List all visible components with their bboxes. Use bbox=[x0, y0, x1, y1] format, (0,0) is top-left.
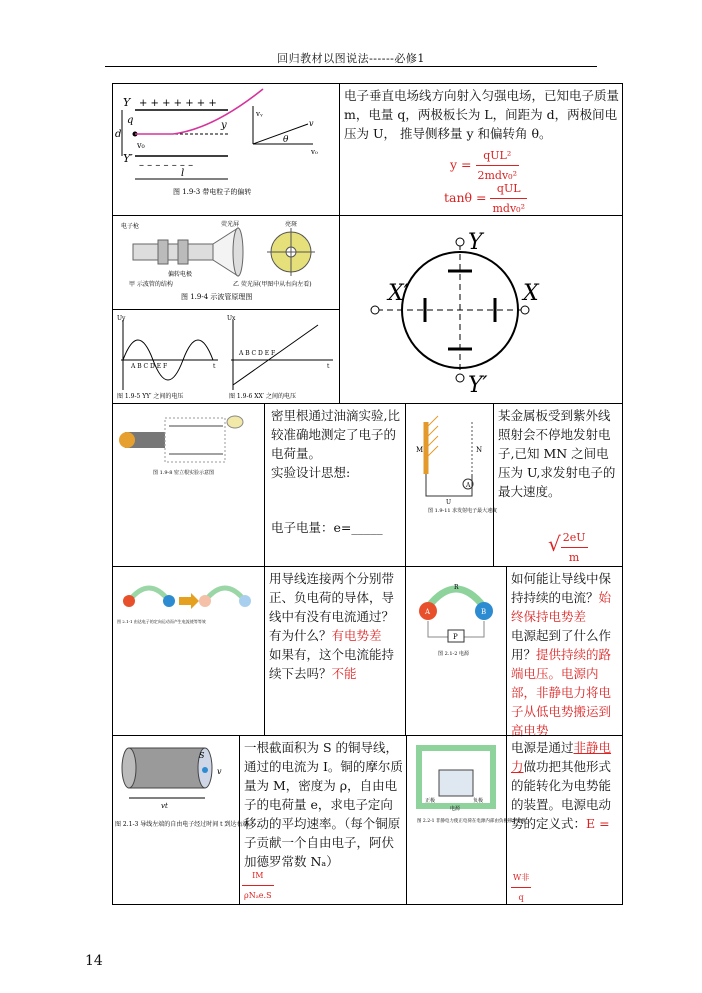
header-rule bbox=[105, 66, 597, 67]
emf-text-part2: 做功把其他形式的能转化为电势能的装置。电源电动势的定义式： bbox=[511, 759, 612, 831]
axis-label-Y: Y bbox=[468, 230, 483, 255]
label-neg: 负极 bbox=[473, 798, 484, 804]
caption-1-9-6: 图 1.9-6 XX′ 之间的电压 bbox=[229, 393, 297, 400]
row6-emf-text-cell bbox=[506, 735, 623, 905]
label-N: N bbox=[476, 446, 483, 454]
emf-eq: E = bbox=[586, 816, 610, 831]
sub-caption-a: 甲 示波管的结构 bbox=[129, 281, 173, 288]
label-vt: vt bbox=[161, 802, 168, 810]
row5-left-ans1: 有电势差 bbox=[331, 628, 382, 643]
label-v0b: v₀ bbox=[311, 148, 318, 156]
formula-y-den: 2mdv₀² bbox=[477, 169, 518, 182]
answer-sqrt-num: 2eU bbox=[561, 528, 588, 548]
row1-question: 电子垂直电场线方向射入匀强电场，已知电子质量 m，电量 q，两极板长为 L，间距为 d，两极间电压为 U， 推导侧移量 y 和偏转角 θ。 bbox=[344, 88, 620, 141]
label-S: S bbox=[199, 751, 205, 760]
deflection-figure bbox=[113, 84, 339, 215]
label-theta: θ bbox=[283, 135, 289, 145]
electron-charge: 电子电量：e=_____ bbox=[271, 520, 383, 535]
right-points: A B C D E F bbox=[239, 350, 276, 357]
label-A2: A bbox=[425, 608, 431, 616]
formula-y-num: qUL² bbox=[476, 146, 520, 166]
fig-caption-2-1-1: 图 2.1-1 由达电子的定向运动而产生电流使等等效 bbox=[117, 619, 206, 624]
label-plates: 偏转电极 bbox=[168, 271, 193, 278]
label-q: q bbox=[127, 115, 134, 126]
axis-label-Xprime: X′ bbox=[388, 281, 409, 306]
wire-answer-num: IM bbox=[242, 866, 274, 886]
emission-plates-figure bbox=[406, 404, 498, 566]
label-A: A bbox=[466, 482, 471, 489]
row5-text-right-cell bbox=[506, 566, 623, 736]
millikan-design: 实验设计思想: bbox=[271, 465, 351, 480]
emf-frac-den: q bbox=[518, 893, 524, 902]
wire-question: 一根截面积为 S 的铜导线，通过的电流为 I。铜的摩尔质量为 M，密度为 ρ，自由电子的电荷量 e，求电子定向移动的平均速率。（每个铜原子贡献一个自由电子，阿伏加德罗常数 Nₐ） bbox=[244, 740, 403, 869]
row5-right-q2: 电源起到了什么作用？ bbox=[511, 628, 612, 662]
row5-fig1-cell bbox=[112, 566, 265, 736]
row4-millikan-text-cell bbox=[264, 403, 406, 567]
formula-tan-lhs: tanθ = bbox=[444, 190, 487, 205]
current-flow-figure bbox=[113, 567, 264, 735]
row5-text-left-cell bbox=[264, 566, 406, 736]
formula-tan-num: qUL bbox=[490, 179, 527, 199]
page-header: 回归教材以图说法------必修1 bbox=[277, 52, 425, 65]
left-axis-x: t bbox=[213, 363, 216, 370]
label-M: M bbox=[416, 446, 424, 454]
row4-plate-fig-cell bbox=[405, 403, 498, 567]
row5-fig2-cell bbox=[405, 566, 507, 736]
row5-right-ans1: 始终保持电势差 bbox=[511, 590, 612, 624]
label-bright: 亮斑 bbox=[285, 221, 298, 228]
axis-label-Yprime: Y′ bbox=[468, 373, 488, 398]
fig-caption-2-1-2: 图 2.1-2 电源 bbox=[438, 651, 470, 657]
minus-plate: – – – – – – – bbox=[139, 160, 194, 171]
wire-answer bbox=[242, 866, 274, 905]
label-R: R bbox=[454, 584, 459, 591]
label-U: U bbox=[446, 499, 452, 506]
page-number: 14 bbox=[85, 953, 103, 969]
wire-answer-den: ρNₐe.S bbox=[244, 891, 272, 900]
emission-question: 某金属板受到紫外线照射会不停地发射电子,已知 MN 之间电压为 U,求发射电子的最大速度。 bbox=[498, 408, 616, 499]
row5-right-ans2: 提供持续的路端电压。电源内部，非静电力将电子从低电势搬运到高电势 bbox=[511, 647, 612, 738]
copper-wire-figure bbox=[113, 736, 255, 904]
row4-millikan-fig-cell bbox=[112, 403, 265, 567]
caption-1-9-5: 图 1.9-5 YY′ 之间的电压 bbox=[117, 393, 184, 400]
row5-left-q1: 用导线连接两个分别带正、负电荷的导体，导线中有没有电流通过？有为什么？ bbox=[269, 571, 395, 643]
label-P: P bbox=[453, 633, 458, 641]
left-axis-y: Uy bbox=[117, 315, 126, 322]
axis-label-X: X bbox=[523, 281, 539, 306]
screen-axes-diagram bbox=[340, 216, 622, 403]
voltage-waveforms bbox=[113, 310, 339, 403]
label-src: 电源 bbox=[450, 806, 461, 812]
right-axis-x: t bbox=[327, 363, 330, 370]
label-Y: Y bbox=[123, 96, 131, 109]
answer-sqrt-den: m bbox=[568, 551, 580, 564]
label-v2: v bbox=[217, 767, 222, 776]
fig-caption-1-9-8: 图 1.9-8 密立根实验示意图 bbox=[153, 470, 215, 476]
formula-tan bbox=[444, 179, 527, 218]
plus-plate: + + + + + + + bbox=[139, 98, 217, 109]
label-d: d bbox=[115, 129, 122, 140]
label-screen: 荧光屏 bbox=[221, 221, 240, 228]
formula-tan-den: mdv₀² bbox=[492, 202, 525, 215]
label-Yprime: Y′ bbox=[123, 152, 133, 165]
emf-text bbox=[511, 738, 621, 833]
row5-left-q2: 如果有，这个电流能持续下去吗？ bbox=[269, 647, 395, 681]
fig-caption-1-9-3: 图 1.9-3 带电粒子的偏转 bbox=[173, 188, 252, 196]
power-source-figure bbox=[406, 567, 506, 735]
row5-right-text bbox=[511, 569, 621, 740]
left-points: A B C D E F bbox=[131, 363, 168, 370]
millikan-text: 密里根通过油滴实验,比较准确地测定了电子的电荷量。 bbox=[271, 408, 400, 461]
millikan-figure bbox=[113, 404, 264, 566]
emf-text-part1: 电源是通过 bbox=[511, 740, 574, 755]
row5-right-q1: 如何能让导线中保持持续的电流？ bbox=[511, 571, 612, 605]
row2-diagram-cell bbox=[339, 215, 623, 404]
row6-wire-text-cell bbox=[239, 735, 407, 905]
emf-text-red: 非静电力 bbox=[511, 740, 612, 774]
label-pos: 正极 bbox=[425, 798, 436, 804]
row5-left-ans2: 不能 bbox=[331, 666, 357, 681]
fig-caption-2-1-3: 图 2.1-3 导线左端的自由电子经过时间 t 到达右端。 bbox=[115, 821, 255, 828]
row3-figure-cell bbox=[112, 309, 340, 404]
fig-caption-2-2-1: 图 2.2-1 非静电力使正电荷在电源内部由负极移至正极。 bbox=[417, 819, 531, 824]
fig-caption-1-9-4: 图 1.9-4 示波管原理图 bbox=[181, 293, 253, 301]
label-v0: v₀ bbox=[137, 141, 145, 150]
row5-left-text bbox=[269, 569, 403, 683]
label-gun: 电子枪 bbox=[121, 223, 140, 230]
row1-text-cell bbox=[339, 83, 623, 216]
label-y: y bbox=[221, 120, 227, 131]
label-B: B bbox=[481, 608, 487, 616]
emf-frac-num: W非 bbox=[511, 868, 531, 888]
label-v: v bbox=[309, 119, 314, 128]
sub-caption-b: 乙 荧光屏(甲图中从右向左看) bbox=[233, 281, 312, 288]
label-l: l bbox=[181, 168, 185, 179]
oscilloscope-structure-figure bbox=[113, 216, 339, 309]
row6-fig1-cell bbox=[112, 735, 255, 905]
emf-fraction bbox=[511, 868, 531, 907]
right-axis-y: Ux bbox=[227, 315, 236, 322]
row4-emission-text-cell bbox=[493, 403, 623, 567]
label-vy: vᵧ bbox=[256, 110, 263, 118]
row1-figure-cell bbox=[112, 83, 340, 216]
row2-figure-cell bbox=[112, 215, 340, 310]
emission-answer: √ $\frac{2eU}{m}$ bbox=[548, 528, 588, 567]
formula-y-lhs: y = bbox=[450, 157, 472, 172]
fig-caption-1-9-11: 图 1.9-11 求发射电子最大速度 bbox=[428, 508, 498, 514]
